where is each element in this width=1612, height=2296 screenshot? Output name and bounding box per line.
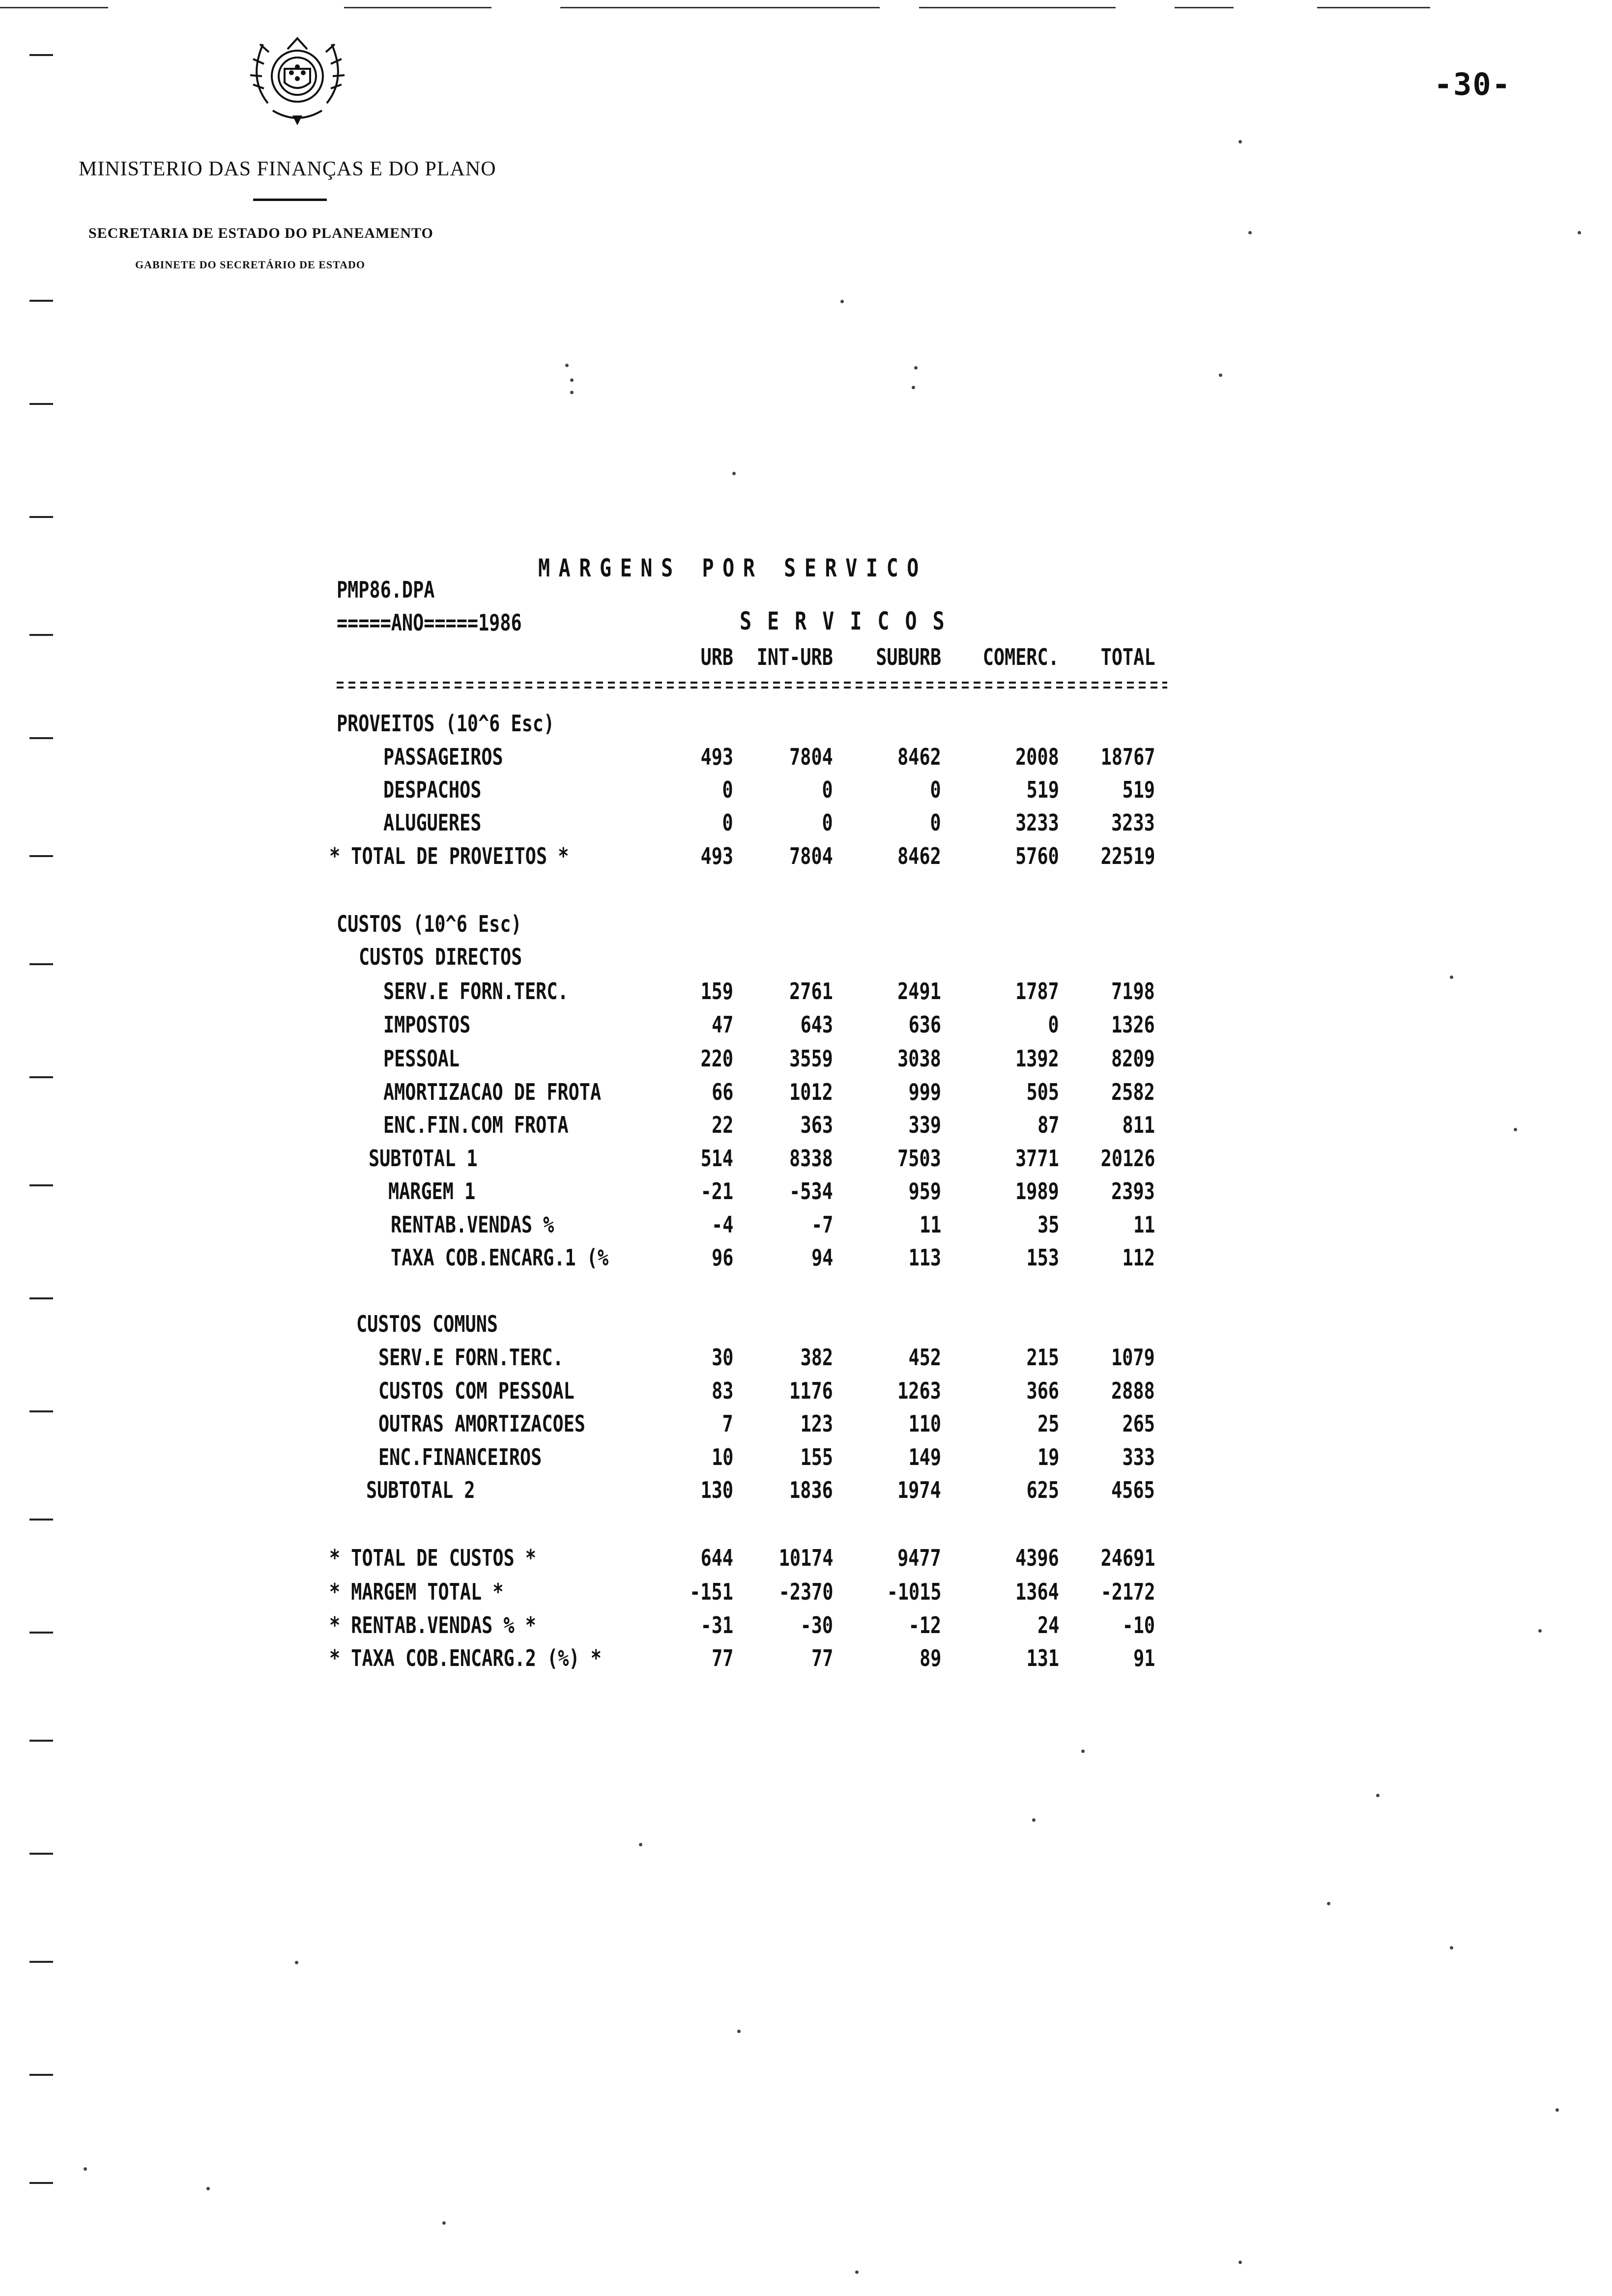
row-label: SERV.E FORN.TERC. xyxy=(383,978,569,1004)
cell-total: 18767 xyxy=(1100,744,1155,770)
row-label: CUSTOS (10^6 Esc) xyxy=(337,911,522,937)
top-edge-rule xyxy=(560,7,880,8)
margin-dash xyxy=(29,54,53,56)
cell-int-urb: -534 xyxy=(789,1178,833,1205)
scan-speck xyxy=(1238,140,1242,144)
cell-comerc: 625 xyxy=(1026,1477,1059,1503)
table-row xyxy=(0,1545,1612,1574)
margin-dash xyxy=(29,2182,53,2184)
table-row xyxy=(0,1378,1612,1407)
cell-total: 11 xyxy=(1133,1211,1155,1238)
scan-speck xyxy=(1032,1818,1036,1822)
scan-speck xyxy=(1219,373,1222,377)
scan-speck xyxy=(1238,2261,1242,2264)
table-row xyxy=(0,1045,1612,1075)
cell-suburb: 636 xyxy=(908,1011,941,1038)
column-header-int-urb: INT-URB xyxy=(756,644,833,670)
margin-dash xyxy=(29,300,53,302)
cell-total: 112 xyxy=(1122,1244,1155,1271)
cell-comerc: 19 xyxy=(1037,1444,1059,1470)
margin-dash xyxy=(29,403,53,405)
cell-total: 4565 xyxy=(1111,1477,1155,1503)
cell-comerc: 4396 xyxy=(1015,1545,1059,1571)
scan-speck xyxy=(1538,1629,1542,1633)
cell-total: -2172 xyxy=(1100,1578,1155,1605)
cell-urb: 96 xyxy=(711,1244,733,1271)
cell-urb: 220 xyxy=(700,1045,733,1072)
cell-comerc: 1364 xyxy=(1015,1578,1059,1605)
table-row xyxy=(0,978,1612,1007)
servicos-heading: SERVICOS xyxy=(740,607,960,635)
cell-comerc: 87 xyxy=(1037,1112,1059,1138)
cell-suburb: 959 xyxy=(908,1178,941,1205)
row-label: * TAXA COB.ENCARG.2 (%) * xyxy=(329,1645,602,1671)
cell-comerc: 1392 xyxy=(1015,1045,1059,1072)
cell-int-urb: 8338 xyxy=(789,1145,833,1172)
table-row xyxy=(0,1079,1612,1108)
row-label: CUSTOS DIRECTOS xyxy=(359,944,522,970)
cell-total: 1326 xyxy=(1111,1011,1155,1038)
cell-total: 519 xyxy=(1122,776,1155,803)
scan-speck xyxy=(1376,1794,1380,1797)
cell-urb: 514 xyxy=(700,1145,733,1172)
scan-speck xyxy=(442,2221,446,2225)
cell-comerc: 1989 xyxy=(1015,1178,1059,1205)
cell-int-urb: -7 xyxy=(811,1211,833,1238)
cell-total: 20126 xyxy=(1100,1145,1155,1172)
cell-suburb: 8462 xyxy=(897,744,941,770)
scan-speck xyxy=(565,364,569,367)
cell-int-urb: 7804 xyxy=(789,843,833,869)
cell-suburb: -12 xyxy=(908,1612,941,1638)
report-year: =====ANO=====1986 xyxy=(337,609,522,636)
cell-total: 811 xyxy=(1122,1112,1155,1138)
row-label: PROVEITOS (10^6 Esc) xyxy=(337,710,555,737)
scan-speck xyxy=(1555,2108,1559,2112)
cell-suburb: 89 xyxy=(919,1645,941,1671)
top-edge-rule xyxy=(1175,7,1234,8)
scan-speck xyxy=(912,386,915,389)
table-row xyxy=(0,1112,1612,1141)
row-label: OUTRAS AMORTIZACOES xyxy=(378,1410,585,1437)
cell-comerc: 505 xyxy=(1026,1079,1059,1105)
cell-urb: 493 xyxy=(700,744,733,770)
cell-urb: -31 xyxy=(700,1612,733,1638)
table-row xyxy=(0,710,1612,740)
scan-speck xyxy=(570,378,574,382)
cell-urb: 644 xyxy=(700,1545,733,1571)
header-divider xyxy=(253,199,327,201)
cell-int-urb: 94 xyxy=(811,1244,833,1271)
cell-int-urb: 643 xyxy=(800,1011,833,1038)
cell-comerc: 35 xyxy=(1037,1211,1059,1238)
margin-dash xyxy=(29,1519,53,1521)
cell-int-urb: 155 xyxy=(800,1444,833,1470)
scan-speck xyxy=(732,472,736,475)
cell-int-urb: 1176 xyxy=(789,1378,833,1404)
scan-speck xyxy=(1450,1946,1453,1950)
scan-speck xyxy=(840,300,844,303)
table-row xyxy=(0,1612,1612,1641)
cell-comerc: 2008 xyxy=(1015,744,1059,770)
cell-urb: 83 xyxy=(711,1378,733,1404)
scan-speck xyxy=(855,2270,859,2274)
margin-dash xyxy=(29,2074,53,2076)
cell-suburb: 1263 xyxy=(897,1378,941,1404)
cell-int-urb: 382 xyxy=(800,1344,833,1371)
margin-dash xyxy=(29,1740,53,1742)
scan-speck xyxy=(1578,231,1581,234)
cell-suburb: 339 xyxy=(908,1112,941,1138)
table-row xyxy=(0,1477,1612,1506)
column-header-total: TOTAL xyxy=(1100,644,1155,670)
table-row xyxy=(0,1410,1612,1440)
scan-speck xyxy=(295,1961,298,1964)
cell-total: 333 xyxy=(1122,1444,1155,1470)
cell-comerc: 1787 xyxy=(1015,978,1059,1004)
cell-suburb: 9477 xyxy=(897,1545,941,1571)
table-row xyxy=(0,809,1612,839)
cell-urb: 7 xyxy=(722,1410,733,1437)
cell-total: 2393 xyxy=(1111,1178,1155,1205)
row-label: SERV.E FORN.TERC. xyxy=(378,1344,564,1371)
ministry-name: MINISTERIO DAS FINANÇAS E DO PLANO xyxy=(79,158,496,180)
table-row xyxy=(0,1145,1612,1175)
scan-speck xyxy=(1248,231,1252,234)
report-title: MARGENS POR SERVICO xyxy=(538,554,927,582)
scan-speck xyxy=(914,366,918,370)
cell-urb: 130 xyxy=(700,1477,733,1503)
cell-suburb: 8462 xyxy=(897,843,941,869)
cell-total: 24691 xyxy=(1100,1545,1155,1571)
scan-speck xyxy=(570,391,574,394)
table-row xyxy=(0,1344,1612,1374)
top-edge-rule xyxy=(1317,7,1430,8)
scan-speck xyxy=(1327,1902,1330,1905)
row-label: * RENTAB.VENDAS % * xyxy=(329,1612,536,1638)
row-label: ENC.FINANCEIROS xyxy=(378,1444,542,1470)
cell-int-urb: 363 xyxy=(800,1112,833,1138)
cell-int-urb: -30 xyxy=(800,1612,833,1638)
row-label: TAXA COB.ENCARG.1 (% xyxy=(391,1244,609,1271)
cell-comerc: 153 xyxy=(1026,1244,1059,1271)
cell-int-urb: 7804 xyxy=(789,744,833,770)
row-label: AMORTIZACAO DE FROTA xyxy=(383,1079,602,1105)
cell-int-urb: 3559 xyxy=(789,1045,833,1072)
row-label: PESSOAL xyxy=(383,1045,460,1072)
table-row xyxy=(0,1011,1612,1041)
cell-int-urb: 0 xyxy=(822,776,833,803)
cell-total: 2582 xyxy=(1111,1079,1155,1105)
table-row xyxy=(0,1578,1612,1608)
margin-dash xyxy=(29,516,53,518)
table-row xyxy=(0,776,1612,806)
cell-int-urb: -2370 xyxy=(778,1578,833,1605)
table-row xyxy=(0,1645,1612,1674)
row-label: ALUGUERES xyxy=(383,809,482,836)
row-label: * TOTAL DE CUSTOS * xyxy=(329,1545,536,1571)
cell-urb: 66 xyxy=(711,1079,733,1105)
cell-total: 265 xyxy=(1122,1410,1155,1437)
table-row xyxy=(0,744,1612,773)
scan-speck xyxy=(1514,1128,1517,1131)
scan-speck xyxy=(1450,976,1453,979)
gabinete-name: GABINETE DO SECRETÁRIO DE ESTADO xyxy=(135,258,366,271)
row-label: PASSAGEIROS xyxy=(383,744,503,770)
table-row xyxy=(0,911,1612,940)
cell-total: 7198 xyxy=(1111,978,1155,1004)
table-row xyxy=(0,944,1612,973)
cell-total: 8209 xyxy=(1111,1045,1155,1072)
row-label: SUBTOTAL 2 xyxy=(366,1477,475,1503)
cell-urb: 77 xyxy=(711,1645,733,1671)
cell-comerc: 0 xyxy=(1048,1011,1059,1038)
column-header-comerc: COMERC. xyxy=(982,644,1059,670)
cell-total: 22519 xyxy=(1100,843,1155,869)
cell-comerc: 215 xyxy=(1026,1344,1059,1371)
cell-suburb: -1015 xyxy=(887,1578,941,1605)
report-filename: PMP86.DPA xyxy=(337,576,435,603)
coat-of-arms-icon xyxy=(233,29,361,133)
row-label: SUBTOTAL 1 xyxy=(369,1145,478,1172)
cell-urb: 493 xyxy=(700,843,733,869)
cell-total: 91 xyxy=(1133,1645,1155,1671)
cell-suburb: 11 xyxy=(919,1211,941,1238)
column-header-suburb: SUBURB xyxy=(876,644,941,670)
column-header-urb: URB xyxy=(700,644,733,670)
row-label: * TOTAL DE PROVEITOS * xyxy=(329,843,569,869)
top-edge-rule xyxy=(344,7,491,8)
cell-comerc: 25 xyxy=(1037,1410,1059,1437)
cell-comerc: 131 xyxy=(1026,1645,1059,1671)
cell-comerc: 5760 xyxy=(1015,843,1059,869)
cell-total: 2888 xyxy=(1111,1378,1155,1404)
cell-comerc: 519 xyxy=(1026,776,1059,803)
row-label: RENTAB.VENDAS % xyxy=(391,1211,554,1238)
row-label: CUSTOS COMUNS xyxy=(356,1311,498,1337)
cell-urb: -21 xyxy=(700,1178,733,1205)
cell-int-urb: 1012 xyxy=(789,1079,833,1105)
cell-urb: 22 xyxy=(711,1112,733,1138)
scan-speck xyxy=(1081,1750,1085,1753)
cell-comerc: 3233 xyxy=(1015,809,1059,836)
margin-dash xyxy=(29,1961,53,1963)
cell-total: 3233 xyxy=(1111,809,1155,836)
scan-speck xyxy=(84,2167,87,2171)
cell-suburb: 3038 xyxy=(897,1045,941,1072)
table-row xyxy=(0,1244,1612,1274)
cell-suburb: 999 xyxy=(908,1079,941,1105)
cell-suburb: 452 xyxy=(908,1344,941,1371)
row-label: CUSTOS COM PESSOAL xyxy=(378,1378,575,1404)
top-edge-rule xyxy=(0,7,108,8)
cell-urb: -151 xyxy=(690,1578,733,1605)
cell-int-urb: 0 xyxy=(822,809,833,836)
cell-int-urb: 77 xyxy=(811,1645,833,1671)
row-label: IMPOSTOS xyxy=(383,1011,471,1038)
cell-comerc: 366 xyxy=(1026,1378,1059,1404)
cell-suburb: 113 xyxy=(908,1244,941,1271)
cell-int-urb: 10174 xyxy=(778,1545,833,1571)
row-label: * MARGEM TOTAL * xyxy=(329,1578,504,1605)
cell-comerc: 24 xyxy=(1037,1612,1059,1638)
cell-total: 1079 xyxy=(1111,1344,1155,1371)
cell-suburb: 110 xyxy=(908,1410,941,1437)
row-label: ENC.FIN.COM FROTA xyxy=(383,1112,569,1138)
table-row xyxy=(0,1444,1612,1473)
cell-urb: 0 xyxy=(722,776,733,803)
secretaria-name: SECRETARIA DE ESTADO DO PLANEAMENTO xyxy=(88,225,433,241)
cell-int-urb: 2761 xyxy=(789,978,833,1004)
row-label: DESPACHOS xyxy=(383,776,482,803)
table-row xyxy=(0,1178,1612,1207)
row-label: MARGEM 1 xyxy=(388,1178,476,1205)
cell-urb: 30 xyxy=(711,1344,733,1371)
cell-int-urb: 123 xyxy=(800,1410,833,1437)
margin-dash xyxy=(29,1076,53,1078)
cell-suburb: 149 xyxy=(908,1444,941,1470)
top-edge-rule xyxy=(919,7,1116,8)
cell-urb: 0 xyxy=(722,809,733,836)
cell-int-urb: 1836 xyxy=(789,1477,833,1503)
cell-suburb: 0 xyxy=(930,776,941,803)
page-number: -30- xyxy=(1434,66,1511,102)
cell-urb: 47 xyxy=(711,1011,733,1038)
header-separator-rule xyxy=(337,681,1167,691)
margin-dash xyxy=(29,634,53,636)
scan-speck xyxy=(737,2030,741,2033)
cell-urb: 10 xyxy=(711,1444,733,1470)
cell-urb: -4 xyxy=(711,1211,733,1238)
table-row xyxy=(0,843,1612,872)
cell-total: -10 xyxy=(1122,1612,1155,1638)
scan-speck xyxy=(206,2187,210,2190)
scan-speck xyxy=(639,1843,642,1846)
table-row xyxy=(0,1311,1612,1340)
margin-dash xyxy=(29,1297,53,1299)
cell-suburb: 7503 xyxy=(897,1145,941,1172)
table-row xyxy=(0,1211,1612,1241)
margin-dash xyxy=(29,1853,53,1855)
cell-comerc: 3771 xyxy=(1015,1145,1059,1172)
cell-urb: 159 xyxy=(700,978,733,1004)
cell-suburb: 1974 xyxy=(897,1477,941,1503)
cell-suburb: 2491 xyxy=(897,978,941,1004)
cell-suburb: 0 xyxy=(930,809,941,836)
